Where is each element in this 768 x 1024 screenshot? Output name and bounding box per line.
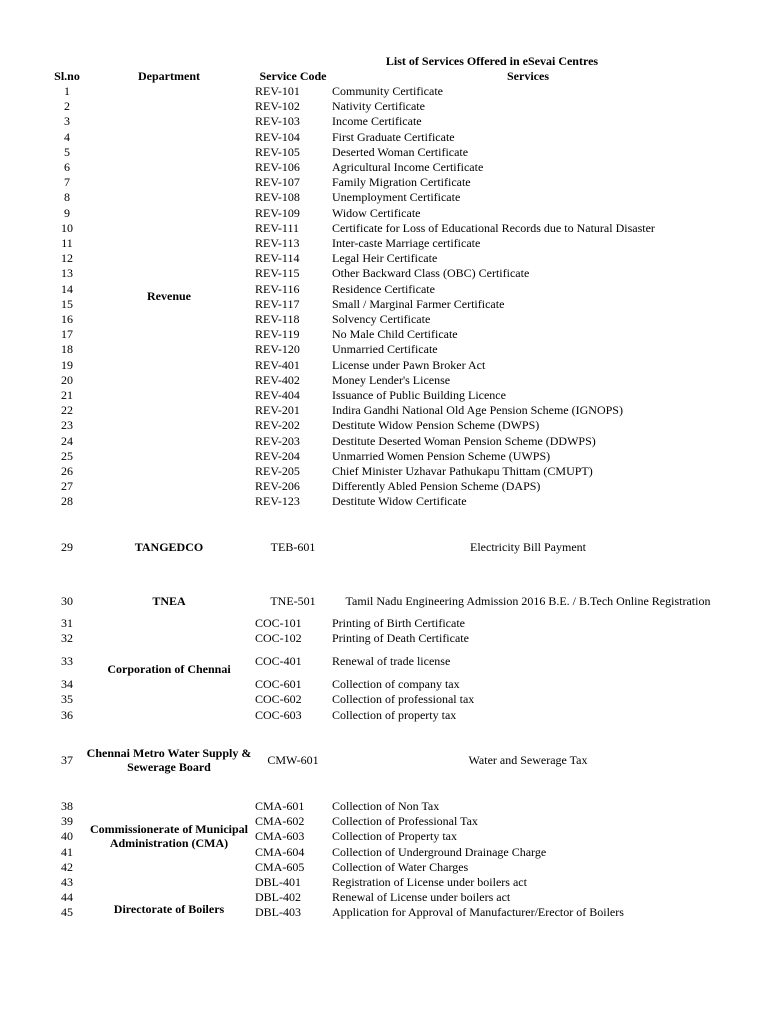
dept-tnea: TNEA (152, 594, 186, 608)
row-service-name: Tamil Nadu Engineering Admission 2016 B.E. / B.Tech Online Registration (345, 594, 711, 608)
row-service-name: Residence Certificate (332, 281, 435, 296)
row-slno: 25 (61, 448, 73, 463)
row-service-code: REV-108 (255, 190, 300, 205)
header-department: Department (138, 69, 200, 83)
row-service-name: Collection of Property tax (332, 829, 457, 844)
row-service-code: REV-401 (255, 357, 300, 372)
row-service-code: REV-107 (255, 175, 300, 190)
row-service-code: CMA-602 (255, 814, 305, 829)
row-service-name: No Male Child Certificate (332, 327, 458, 342)
sheet-title: List of Services Offered in eSevai Centres (385, 54, 599, 68)
row-service-name: Other Backward Class (OBC) Certificate (332, 266, 530, 281)
row-service-code: COC-601 (255, 677, 302, 691)
row-service-name: Community Certificate (332, 84, 443, 98)
row-slno: 9 (64, 205, 70, 220)
row-slno: 7 (64, 175, 70, 190)
row-service-name: Renewal of trade license (332, 654, 451, 668)
row-slno: 30 (61, 594, 73, 608)
row-slno: 8 (64, 190, 70, 205)
row-service-name: Electricity Bill Payment (470, 540, 586, 554)
row-slno: 20 (61, 372, 73, 387)
row-service-code: REV-114 (255, 251, 300, 266)
row-service-code: REV-101 (255, 84, 300, 98)
dept-tangedco: TANGEDCO (134, 540, 204, 554)
header-services: Services (507, 69, 549, 83)
row-slno: 3 (64, 114, 70, 129)
row-slno: 31 (61, 616, 73, 630)
row-service-code: CMA-603 (255, 829, 305, 844)
row-slno: 24 (61, 433, 73, 448)
row-service-name: Printing of Birth Certificate (332, 616, 465, 630)
row-slno: 36 (61, 708, 73, 722)
row-service-code: REV-109 (255, 205, 300, 220)
row-service-code: REV-111 (255, 220, 300, 235)
row-slno: 44 (61, 890, 73, 905)
row-slno: 23 (61, 418, 73, 433)
row-slno: 38 (61, 799, 73, 813)
row-service-name: Inter-caste Marriage certificate (332, 236, 481, 250)
row-service-name: Collection of Non Tax (332, 799, 440, 813)
row-service-code: REV-402 (255, 372, 300, 387)
row-service-code: TNE-501 (270, 594, 316, 608)
row-service-code: REV-201 (255, 403, 300, 418)
dept-revenue: Revenue (147, 289, 191, 303)
row-service-name: Solvency Certificate (332, 312, 431, 326)
row-service-code: REV-116 (255, 281, 300, 296)
row-service-code: REV-113 (255, 236, 300, 250)
row-service-code: REV-117 (255, 296, 300, 311)
row-slno: 18 (61, 342, 73, 357)
row-service-name: Collection of professional tax (332, 692, 475, 706)
row-slno: 11 (61, 236, 73, 250)
row-service-name: Indira Gandhi National Old Age Pension Scheme (IGNOPS) (332, 403, 623, 418)
row-service-name: Chief Minister Uzhavar Pathukapu Thittam (CMUPT) (332, 464, 593, 478)
dept-chennai-metro-water-line1: Chennai Metro Water Supply & (86, 746, 252, 760)
row-service-code: REV-206 (255, 479, 300, 494)
row-slno: 14 (61, 281, 73, 296)
row-slno: 39 (61, 814, 73, 829)
row-slno: 19 (61, 357, 73, 372)
row-service-name: Unmarried Certificate (332, 342, 438, 357)
row-slno: 41 (61, 844, 73, 859)
row-slno: 12 (61, 251, 73, 266)
row-slno: 5 (64, 144, 70, 159)
row-service-name: Differently Abled Pension Scheme (DAPS) (332, 479, 541, 494)
row-slno: 33 (61, 654, 73, 668)
row-service-name: Registration of License under boilers act (332, 875, 527, 889)
row-service-code: REV-404 (255, 388, 300, 402)
row-slno: 43 (61, 875, 73, 889)
row-service-code: REV-118 (255, 312, 300, 326)
row-service-code: COC-102 (255, 631, 302, 645)
row-service-name: Nativity Certificate (332, 99, 425, 114)
row-slno: 4 (64, 129, 70, 144)
row-slno: 40 (61, 829, 73, 844)
row-service-code: COC-602 (255, 692, 302, 706)
row-service-name: First Graduate Certificate (332, 129, 455, 144)
row-service-code: REV-106 (255, 160, 300, 174)
row-service-name: Agricultural Income Certificate (332, 160, 484, 174)
row-service-name: Printing of Death Certificate (332, 631, 469, 645)
row-service-code: REV-205 (255, 464, 300, 478)
row-service-name: Issuance of Public Building Licence (332, 388, 506, 402)
row-service-name: Deserted Woman Certificate (332, 144, 469, 159)
row-slno: 35 (61, 692, 73, 706)
row-slno: 6 (64, 160, 70, 174)
row-service-code: CMA-601 (255, 799, 305, 813)
row-slno: 29 (61, 540, 73, 554)
dept-directorate-of-boilers: Directorate of Boilers (113, 902, 225, 916)
row-service-code: COC-603 (255, 708, 302, 722)
row-service-code: DBL-403 (255, 905, 301, 920)
row-slno: 15 (61, 296, 73, 311)
dept-chennai-metro-water-line2: Sewerage Board (127, 760, 211, 774)
row-service-code: TEB-601 (270, 540, 316, 554)
row-service-code: DBL-402 (255, 890, 301, 905)
row-service-code: REV-104 (255, 129, 300, 144)
row-service-name: Money Lender's License (332, 372, 451, 387)
row-service-name: Small / Marginal Farmer Certificate (332, 296, 505, 311)
row-service-code: REV-204 (255, 448, 300, 463)
row-service-code: CMA-604 (255, 844, 305, 859)
row-service-name: Collection of company tax (332, 677, 460, 691)
row-service-name: Collection of property tax (332, 708, 457, 722)
row-service-code: REV-203 (255, 433, 300, 448)
header-service-code: Service Code (259, 69, 327, 83)
row-slno: 1 (64, 84, 70, 98)
row-slno: 16 (61, 312, 73, 326)
row-service-code: DBL-401 (255, 875, 301, 889)
row-slno: 21 (61, 388, 73, 402)
row-service-name: Income Certificate (332, 114, 422, 129)
row-service-code: REV-120 (255, 342, 300, 357)
row-service-name: Collection of Professional Tax (332, 814, 478, 829)
row-service-name: Legal Heir Certificate (332, 251, 438, 266)
row-slno: 32 (61, 631, 73, 645)
row-slno: 10 (61, 220, 73, 235)
row-slno: 45 (61, 905, 73, 920)
row-service-name: Renewal of License under boilers act (332, 890, 511, 905)
row-service-code: REV-102 (255, 99, 300, 114)
row-service-code: REV-119 (255, 327, 300, 342)
row-service-name: Destitute Deserted Woman Pension Scheme (DDWPS) (332, 433, 596, 448)
row-slno: 13 (61, 266, 73, 281)
row-service-code: REV-105 (255, 144, 300, 159)
row-slno: 26 (61, 464, 73, 478)
row-service-name: Unemployment Certificate (332, 190, 461, 205)
header-slno: Sl.no (54, 69, 80, 83)
row-service-name: Family Migration Certificate (332, 175, 471, 190)
row-service-name: Collection of Underground Drainage Charge (332, 844, 547, 859)
row-service-code: CMA-605 (255, 859, 305, 874)
row-service-code: REV-202 (255, 418, 300, 433)
dept-corporation-of-chennai: Corporation of Chennai (107, 662, 231, 676)
row-service-name: Application for Approval of Manufacturer/Erector of Boilers (332, 905, 624, 920)
row-service-name: Destitute Widow Certificate (332, 494, 467, 509)
row-slno: 28 (61, 494, 73, 509)
row-service-name: Widow Certificate (332, 205, 421, 220)
row-service-code: COC-401 (255, 654, 302, 668)
row-slno: 37 (61, 753, 73, 767)
row-service-name: Collection of Water Charges (332, 859, 469, 874)
row-service-code: REV-115 (255, 266, 300, 281)
row-slno: 27 (61, 479, 73, 494)
row-slno: 22 (61, 403, 73, 418)
row-service-code: REV-103 (255, 114, 300, 129)
row-service-code: CMW-601 (267, 753, 319, 767)
row-service-name: Water and Sewerage Tax (468, 753, 588, 767)
row-slno: 42 (61, 859, 73, 874)
row-slno: 2 (64, 99, 70, 114)
row-service-name: License under Pawn Broker Act (332, 357, 486, 372)
row-service-name: Unmarried Women Pension Scheme (UWPS) (332, 448, 551, 463)
row-service-name: Destitute Widow Pension Scheme (DWPS) (332, 418, 540, 433)
row-service-name: Certificate for Loss of Educational Records due to Natural Disaster (332, 220, 655, 235)
dept-cma-line2: Administration (CMA) (109, 836, 229, 850)
row-slno: 34 (61, 677, 73, 691)
row-slno: 17 (61, 327, 73, 342)
row-service-code: REV-123 (255, 494, 300, 509)
row-service-code: COC-101 (255, 616, 302, 630)
dept-cma-line1: Commissionerate of Municipal (90, 822, 248, 836)
